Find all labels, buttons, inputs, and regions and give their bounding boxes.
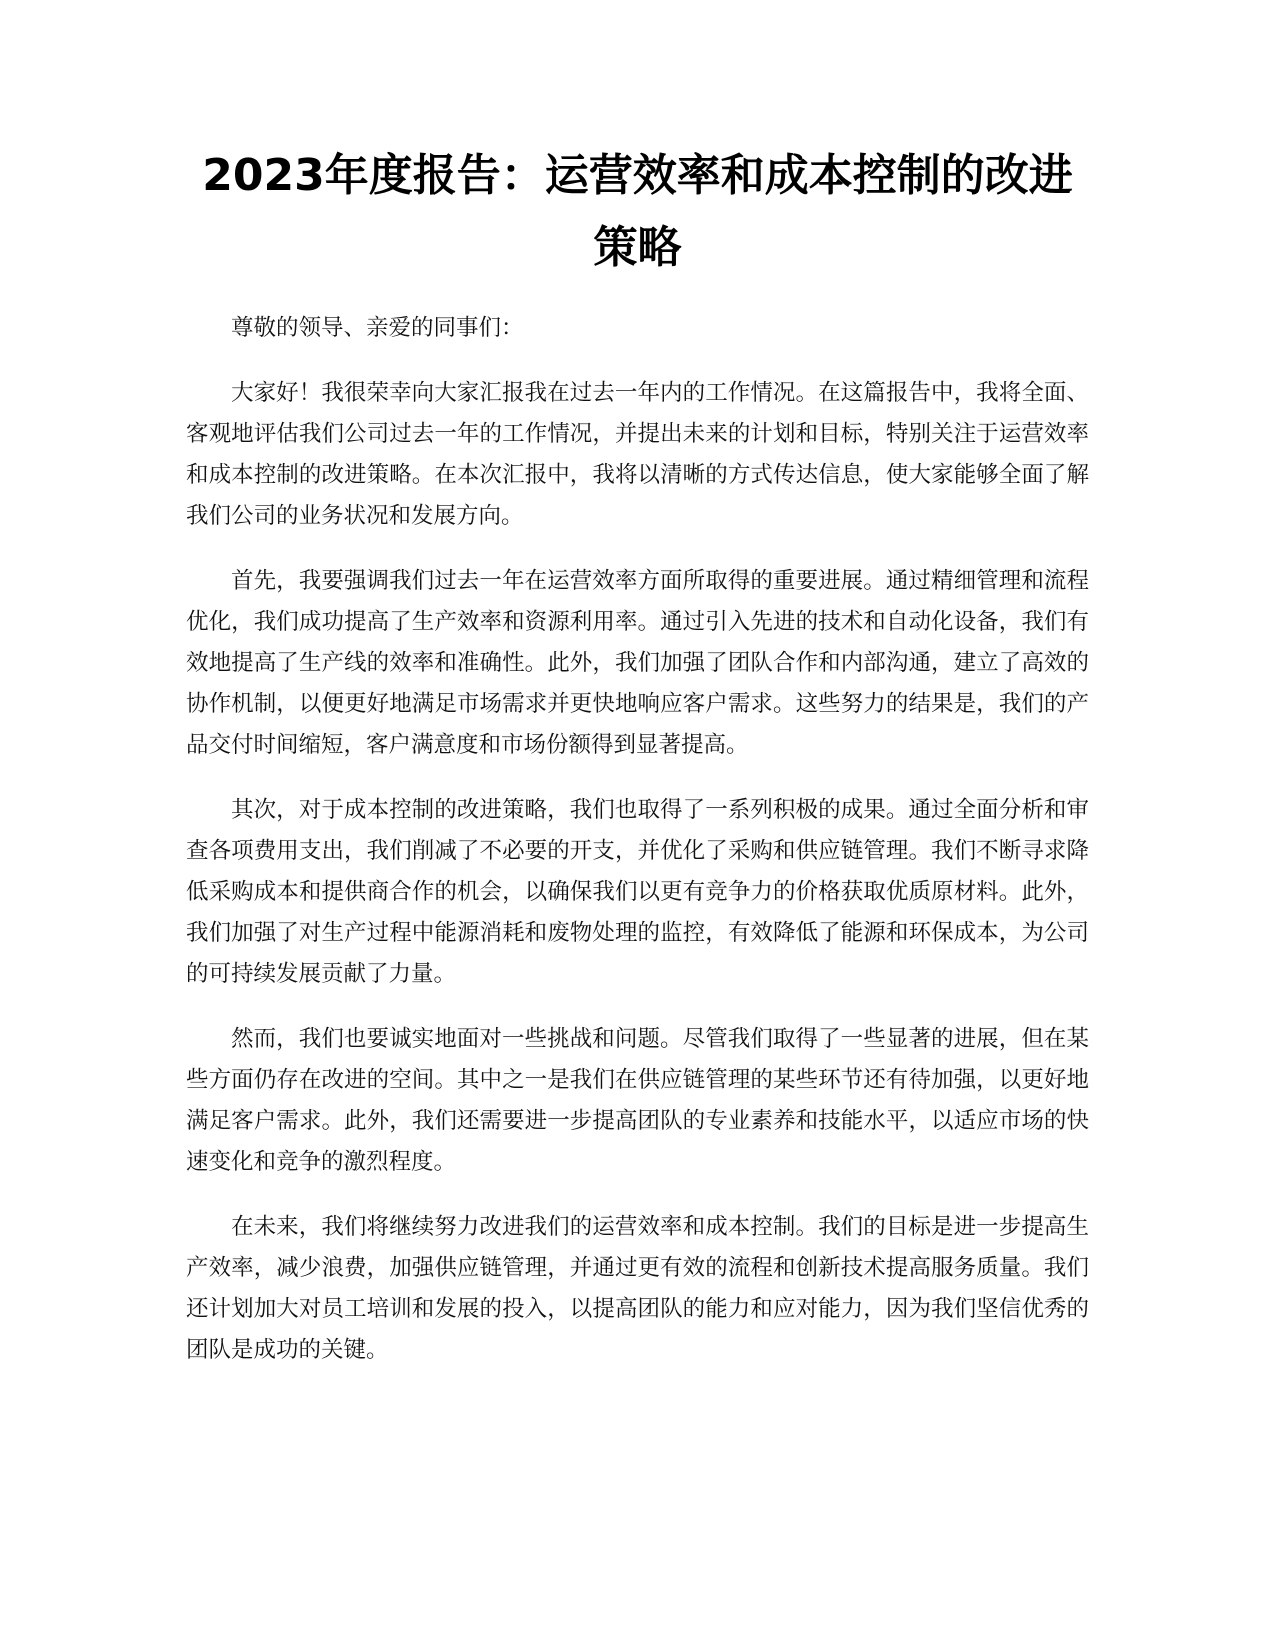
future-plans-paragraph: 在未来，我们将继续努力改进我们的运营效率和成本控制。我们的目标是进一步提高生产效率，减少浪费，加强供应链管理，并通过更有效的流程和创新技术提高服务质量。我们还计划加大对员工培训和发展的投入，以提高团队的能力和应对能力，因为我们坚信优秀的团队是成功的关键。 (186, 1214, 1089, 1363)
intro-paragraph: 大家好！我很荣幸向大家汇报我在过去一年内的工作情况。在这篇报告中，我将全面、客观地评估我们公司过去一年的工作情况，并提出未来的计划和目标，特别关注于运营效率和成本控制的改进策略。在本次汇报中，我将以清晰的方式传达信息，使大家能够全面了解我们公司的业务状况和发展方向。 (186, 380, 1089, 529)
document-title: 2023年度报告：运营效率和成本控制的改进策略 (202, 150, 1073, 273)
challenges-paragraph: 然而，我们也要诚实地面对一些挑战和问题。尽管我们取得了一些显著的进展，但在某些方面仍存在改进的空间。其中之一是我们在供应链管理的某些环节还有待加强，以更好地满足客户需求。此外，我们还需要进一步提高团队的专业素养和技能水平，以适应市场的快速变化和竞争的激烈程度。 (186, 1026, 1089, 1175)
efficiency-paragraph: 首先，我要强调我们过去一年在运营效率方面所取得的重要进展。通过精细管理和流程优化，我们成功提高了生产效率和资源利用率。通过引入先进的技术和自动化设备，我们有效地提高了生产线的效率和准确性。此外，我们加强了团队合作和内部沟通，建立了高效的协作机制，以便更好地满足市场需求并更快地响应客户需求。这些努力的结果是，我们的产品交付时间缩短，客户满意度和市场份额得到显著提高。 (186, 568, 1089, 758)
salutation-paragraph: 尊敬的领导、亲爱的同事们： (231, 315, 524, 341)
cost-control-paragraph: 其次，对于成本控制的改进策略，我们也取得了一系列积极的成果。通过全面分析和审查各项费用支出，我们削减了不必要的开支，并优化了采购和供应链管理。我们不断寻求降低采购成本和提供商合作的机会，以确保我们以更有竞争力的价格获取优质原材料。此外，我们加强了对生产过程中能源消耗和废物处理的监控，有效降低了能源和环保成本，为公司的可持续发展贡献了力量。 (186, 797, 1089, 987)
